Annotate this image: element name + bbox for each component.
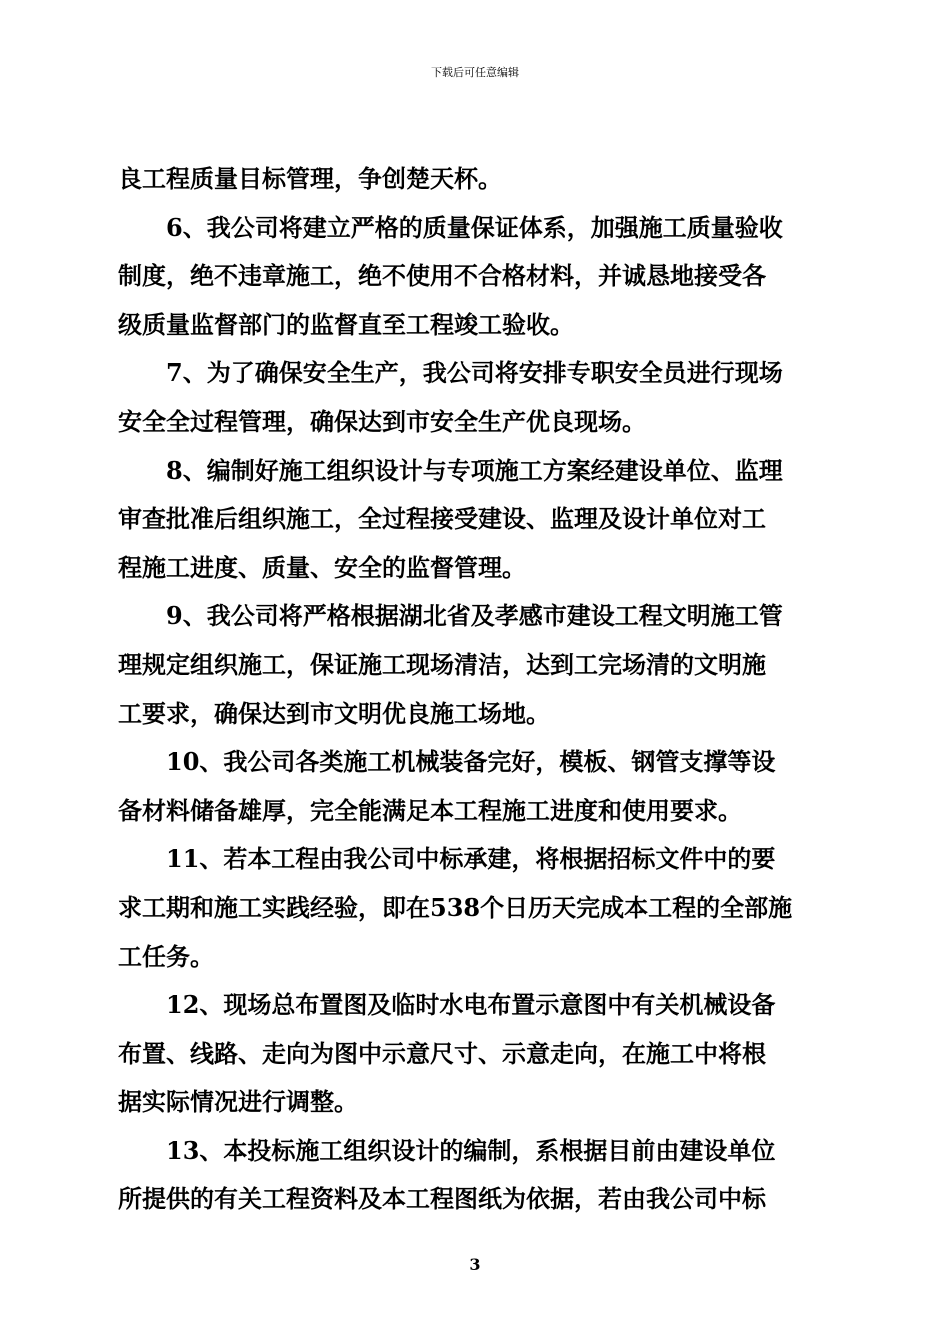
paragraph-line: 布置、线路、走向为图中示意尺寸、示意走向，在施工中将根 xyxy=(118,1038,766,1068)
paragraph-line: 工要求，确保达到市文明优良施工场地。 xyxy=(118,698,550,728)
paragraph-line: 安全全过程管理，确保达到市安全生产优良现场。 xyxy=(118,406,646,436)
paragraph-line: 制度，绝不违章施工，绝不使用不合格材料，并诚恳地接受各 xyxy=(118,261,766,291)
page-number: 3 xyxy=(469,1255,481,1274)
page-header: 下载后可任意编辑 xyxy=(431,66,519,79)
paragraph-line: 求工期和施工实践经验，即在538个日历天完成本工程的全部施 xyxy=(118,892,793,922)
paragraph-line: 据实际情况进行调整。 xyxy=(118,1087,358,1117)
paragraph-line: 审查批准后组织施工，全过程接受建设、监理及设计单位对工 xyxy=(118,504,766,534)
paragraph-line: 备材料储备雄厚，完全能满足本工程施工进度和使用要求。 xyxy=(118,795,742,825)
paragraph-line: 理规定组织施工，保证施工现场清洁，达到工完场清的文明施 xyxy=(118,649,766,679)
paragraph-line: 程施工进度、质量、安全的监督管理。 xyxy=(118,552,526,582)
paragraph-line: 良工程质量目标管理，争创楚天杯。 xyxy=(118,164,502,193)
paragraph-first-line: 10、我公司各类施工机械装备完好，模板、钢管支撑等设 xyxy=(166,747,776,777)
paragraph-first-line: 6、我公司将建立严格的质量保证体系，加强施工质量验收 xyxy=(166,212,783,242)
paragraph-first-line: 11、若本工程由我公司中标承建，将根据招标文件中的要 xyxy=(166,844,776,874)
paragraph-first-line: 13、本投标施工组织设计的编制，系根据目前由建设单位 xyxy=(166,1135,776,1165)
paragraph-first-line: 9、我公司将严格根据湖北省及孝感市建设工程文明施工管 xyxy=(166,601,783,631)
body-text xyxy=(118,155,838,1224)
paragraph-first-line: 7、为了确保安全生产，我公司将安排专职安全员进行现场 xyxy=(166,358,783,388)
paragraph-first-line: 8、编制好施工组织设计与专项施工方案经建设单位、监理 xyxy=(166,455,783,485)
paragraph-line: 工任务。 xyxy=(118,941,214,971)
paragraph-line: 级质量监督部门的监督直至工程竣工验收。 xyxy=(118,309,574,339)
paragraph-line: 所提供的有关工程资料及本工程图纸为依据，若由我公司中标 xyxy=(118,1184,766,1214)
paragraph-first-line: 12、现场总布置图及临时水电布置示意图中有关机械设备 xyxy=(166,990,776,1020)
